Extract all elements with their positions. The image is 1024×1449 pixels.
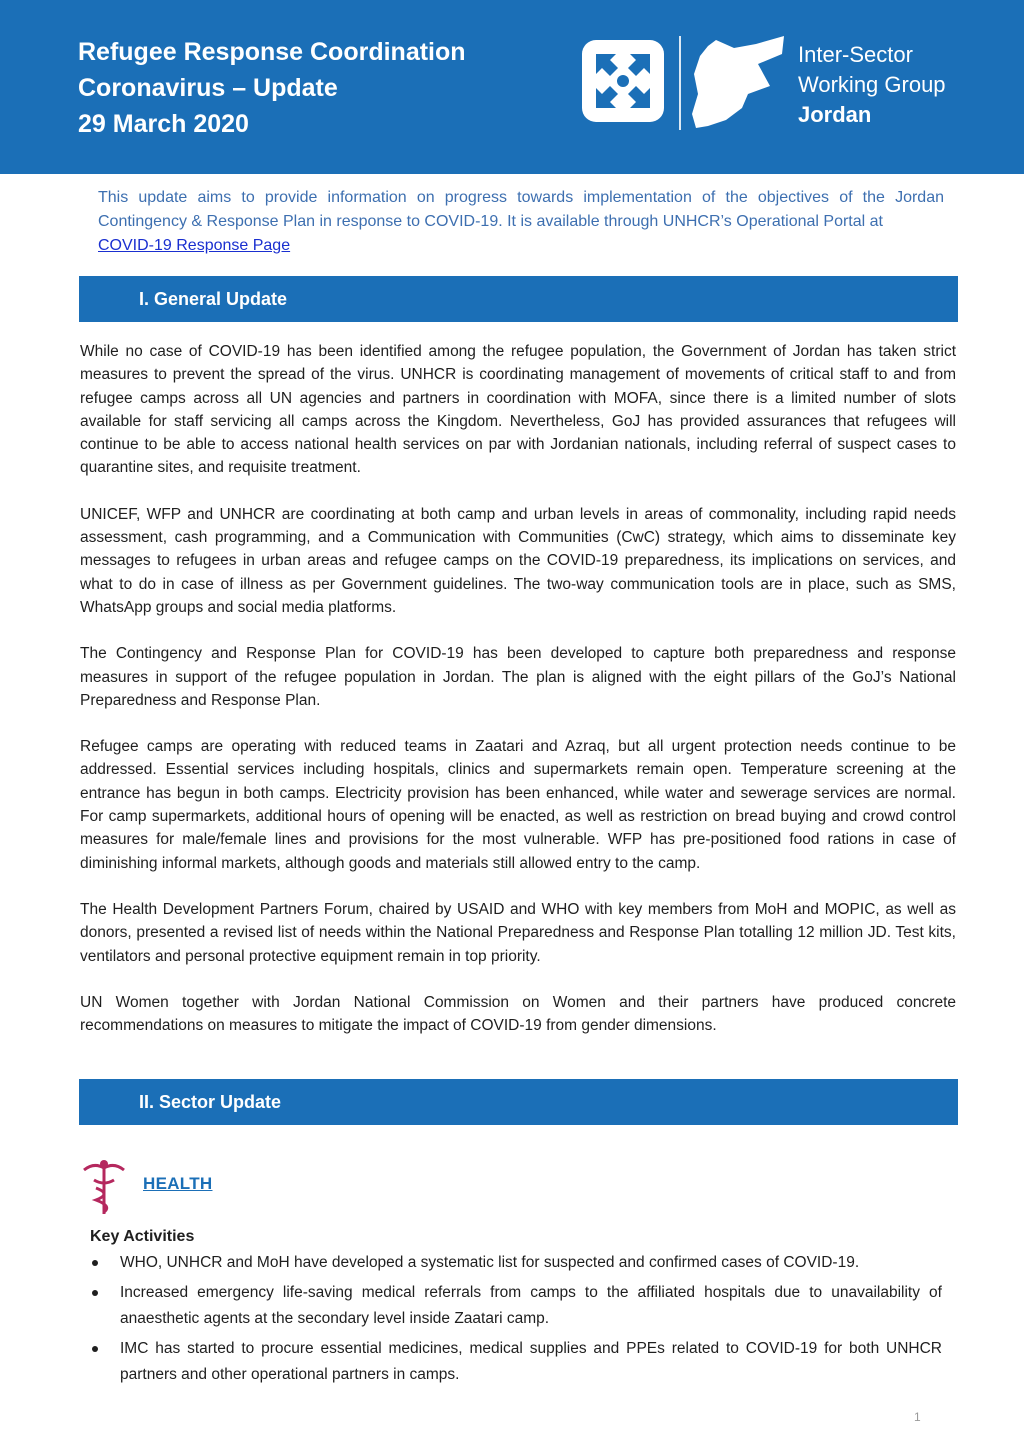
report-title [78, 34, 466, 142]
key-activities-heading: Key Activities [90, 1228, 195, 1245]
paragraph: While no case of COVID-19 has been identified among the refugee population, the Government of Jordan has taken strict measures to prevent the spread of the virus. UNHCR is coordinating management of movements of critical staff to and from refugee camps across all UN agencies and partners in coordination with MOFA, since there is a limited number of slots available for staff servicing all camps across the Kingdom. Nevertheless, GoJ has provided assurances that refugees will continue to be able to access national health services on par with Jordanian nationals, including referral of suspect cases to quarantine sites, and requisite treatment. [80, 343, 956, 477]
general-update-body [80, 340, 956, 1060]
health-sector-link[interactable]: HEALTH [143, 1174, 213, 1193]
title-date: 29 March 2020 [78, 110, 249, 138]
org-line-1: Inter-Sector [798, 42, 913, 67]
caduceus-icon [80, 1158, 128, 1216]
paragraph: The Contingency and Response Plan for COVID-19 has been developed to capture both preparedness and response measures in support of the refugee population in Jordan. The plan is aligned with the eight pillars of the GoJ’s National Preparedness and Response Plan. [80, 645, 956, 709]
page-number: 1 [914, 1410, 921, 1424]
header-banner [0, 0, 1024, 174]
list-item: IMC has started to procure essential medicines, medical supplies and PPEs related to COVID-19 for both UNHCR partners and other operational partners in camps. [90, 1336, 942, 1388]
bullet-icon [92, 1260, 98, 1266]
bullet-icon [92, 1346, 98, 1352]
covid-response-page-link[interactable]: COVID-19 Response Page [98, 237, 291, 254]
list-item: Increased emergency life-saving medical referrals from camps to the affiliated hospitals due to unavailability of anaesthetic agents at the secondary level inside Zaatari camp. [90, 1280, 942, 1332]
paragraph: The Health Development Partners Forum, chaired by USAID and WHO with key members from MoH and MOPIC, as well as donors, presented a revised list of needs within the National Preparedness and Response Plan totalling 12 million JD. Test kits, ventilators and personal protective equipment remain in top priority. [80, 900, 956, 965]
paragraph: UNICEF, WFP and UNHCR are coordinating at both camp and urban levels in areas of commonality, including rapid needs assessment, cash programming, and a Communication with Communities (CwC) strategy, which aims to disseminate key messages to refugees in urban areas and refugee camps on the COVID-19 preparedness, its implications on services, and what to do in case of illness as per Government guidelines. The two-way communication tools are in place, such as SMS, WhatsApp groups and social media platforms. [80, 505, 956, 616]
section-heading-general: I. General Update [79, 276, 958, 322]
logo-divider [679, 36, 681, 130]
intro-text: This update aims to provide information on progress towards implementation of the objectives of the Jordan Contingency & Response Plan in response to COVID-19. It is available through UNHCR’s Operational Portal at [98, 189, 944, 230]
title-line-2: Coronavirus – Update [78, 74, 338, 102]
list-item: WHO, UNHCR and MoH have developed a systematic list for suspected and confirmed cases of COVID-19. [90, 1250, 942, 1276]
org-name [798, 40, 946, 130]
intro-paragraph [98, 186, 944, 258]
key-activities-list [90, 1250, 942, 1392]
org-line-3: Jordan [798, 102, 872, 127]
section-heading-sector: II. Sector Update [79, 1079, 958, 1125]
jordan-map-icon [686, 34, 786, 130]
title-line-1: Refugee Response Coordination [78, 38, 466, 66]
paragraph: Refugee camps are operating with reduced teams in Zaatari and Azraq, but all urgent protection needs continue to be addressed. Essential services including hospitals, clinics and supermarkets remain open. Temperature screening at the entrance has begun in both camps. Electricity provision has been enhanced, while water and sewerage services are normal. For camp supermarkets, additional hours of opening will be enacted, as well as restriction on bread buying and crowd control measures for male/female lines and provisions for the most vulnerable. WFP has pre-positioned food rations in case of diminishing informal markets, although goods and materials still allowed entry to the camp. [80, 738, 956, 872]
paragraph: UN Women together with Jordan National Commission on Women and their partners have produced concrete recommendations on measures to mitigate the impact of COVID-19 from gender dimensions. [80, 993, 956, 1035]
coordination-logo-icon [582, 40, 664, 122]
org-line-2: Working Group [798, 72, 946, 97]
bullet-icon [92, 1290, 98, 1296]
